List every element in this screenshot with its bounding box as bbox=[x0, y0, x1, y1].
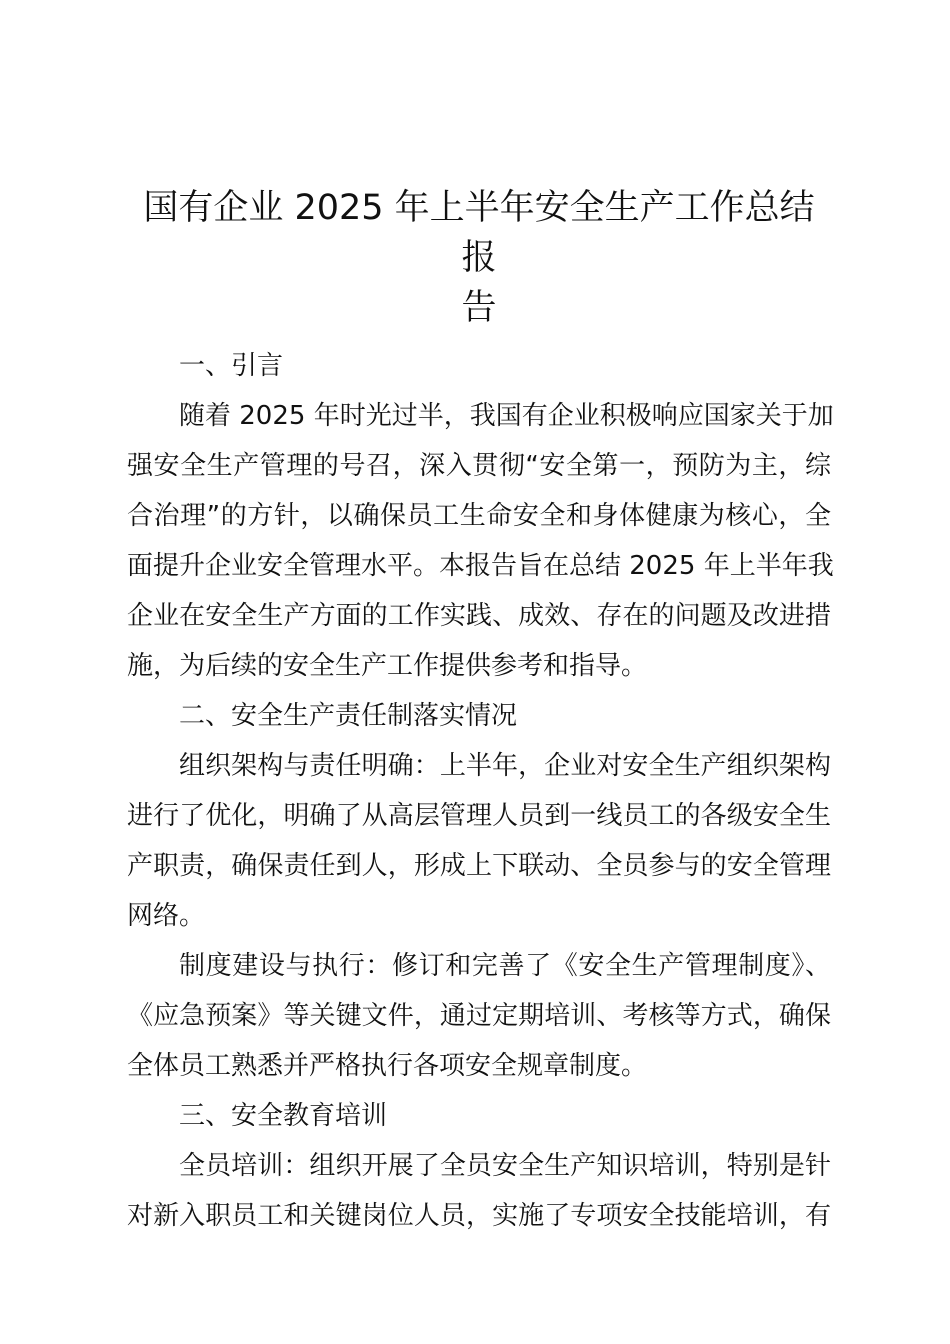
section-responsibility bbox=[127, 691, 831, 1091]
document-title bbox=[127, 183, 831, 333]
paragraph bbox=[127, 1141, 831, 1241]
paragraph-line: 制度建设与执行：修订和完善了《安全生产管理制度》、 bbox=[179, 951, 831, 981]
paragraph-line: 组织架构与责任明确：上半年，企业对安全生产组织架构 bbox=[179, 751, 831, 781]
paragraph-line: 随着 2025 年时光过半，我国有企业积极响应国家关于加 bbox=[179, 401, 834, 431]
paragraph-line: 企业在安全生产方面的工作实践、成效、存在的问题及改进措 bbox=[127, 601, 831, 631]
paragraph-line: 产职责，确保责任到人，形成上下联动、全员参与的安全管理 bbox=[127, 851, 831, 881]
paragraph-line: 进行了优化，明确了从高层管理人员到一线员工的各级安全生 bbox=[127, 801, 831, 831]
title-line-2: 告 bbox=[461, 288, 497, 328]
paragraph-line: 网络。 bbox=[127, 901, 206, 931]
paragraph-line: 《应急预案》等关键文件，通过定期培训、考核等方式，确保 bbox=[127, 1001, 831, 1031]
section-heading: 三、安全教育培训 bbox=[179, 1101, 388, 1131]
paragraph-line: 面提升企业安全管理水平。本报告旨在总结 2025 年上半年我 bbox=[127, 551, 834, 581]
section-heading: 一、引言 bbox=[179, 351, 284, 381]
paragraph bbox=[127, 391, 834, 691]
paragraph-line: 强安全生产管理的号召，深入贯彻“安全第一，预防为主，综 bbox=[127, 451, 831, 481]
paragraph-line: 全体员工熟悉并严格执行各项安全规章制度。 bbox=[127, 1051, 648, 1081]
title-line-1: 国有企业 2025 年上半年安全生产工作总结报 bbox=[143, 188, 815, 278]
paragraph bbox=[127, 941, 831, 1091]
section-training bbox=[127, 1091, 831, 1241]
section-introduction bbox=[127, 341, 834, 691]
section-heading: 二、安全生产责任制落实情况 bbox=[179, 701, 518, 731]
paragraph bbox=[127, 741, 831, 941]
document-page bbox=[127, 183, 834, 1241]
paragraph-line: 对新入职员工和关键岗位人员，实施了专项安全技能培训，有 bbox=[127, 1201, 831, 1231]
paragraph-line: 施，为后续的安全生产工作提供参考和指导。 bbox=[127, 651, 648, 681]
paragraph-line: 全员培训：组织开展了全员安全生产知识培训，特别是针 bbox=[179, 1151, 831, 1181]
paragraph-line: 合治理”的方针，以确保员工生命安全和身体健康为核心，全 bbox=[127, 501, 831, 531]
